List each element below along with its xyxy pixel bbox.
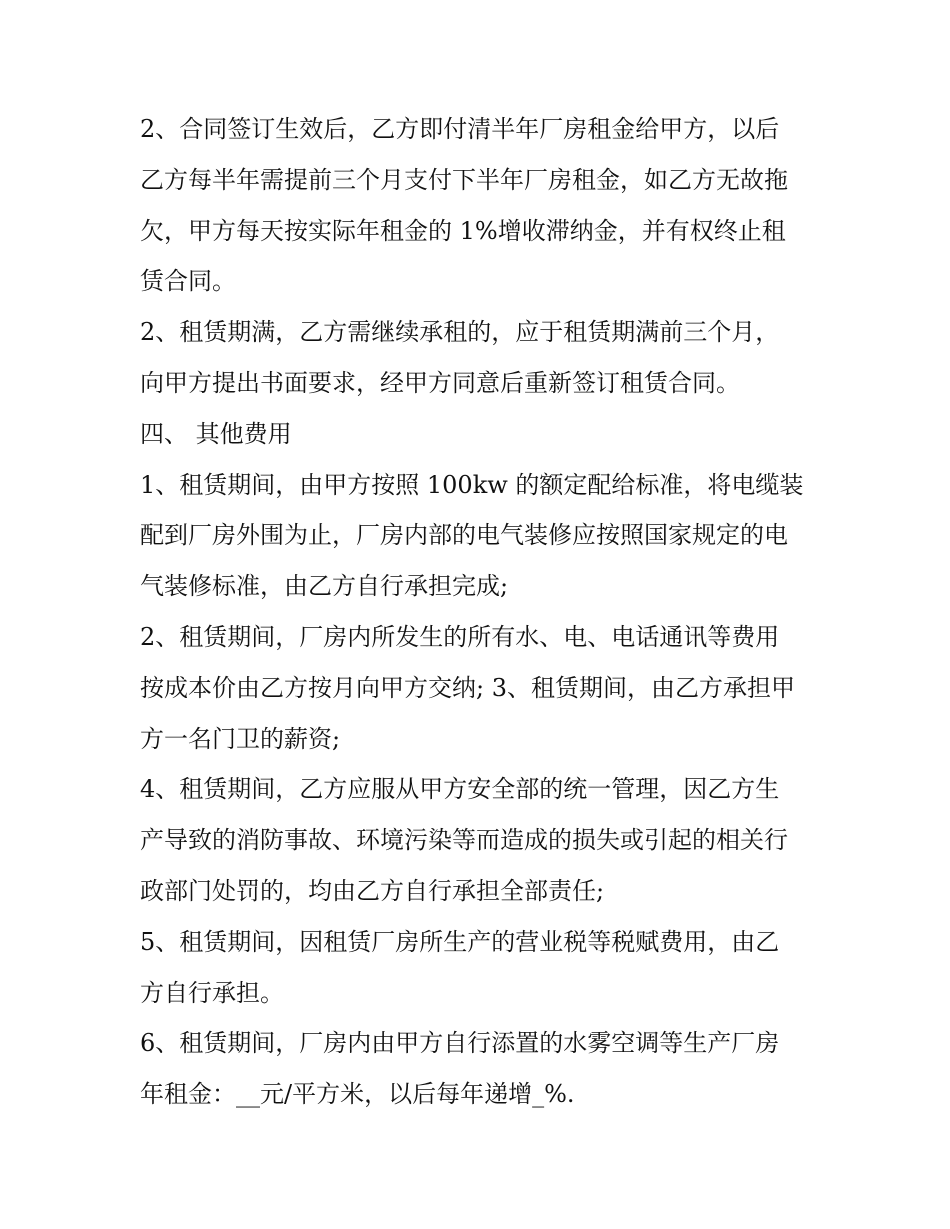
document-body — [140, 104, 820, 1120]
text-line: 赁合同。 — [140, 267, 236, 296]
text-line: 4、租赁期间，乙方应服从甲方安全部的统一管理，因乙方生 — [140, 775, 780, 804]
text-line: 方自行承担。 — [140, 978, 284, 1007]
text-line: 政部门处罚的，均由乙方自行承担全部责任; — [140, 876, 605, 905]
text-line: 产导致的消防事故、环境污染等而造成的损失或引起的相关行 — [140, 826, 788, 855]
text-line: 向甲方提出书面要求，经甲方同意后重新签订租赁合同。 — [140, 368, 740, 397]
text-line: 方一名门卫的薪资; — [140, 724, 341, 753]
text-line: 按成本价由乙方按月向甲方交纳; 3、租赁期间，由乙方承担甲 — [140, 673, 795, 702]
text-line: 2、租赁期满，乙方需继续承租的，应于租赁期满前三个月， — [140, 318, 780, 347]
section-heading: 四、 其他费用 — [140, 419, 292, 448]
text-line: 气装修标准，由乙方自行承担完成; — [140, 572, 509, 601]
text-line: 年租金：__元/平方米，以后每年递增_%. — [140, 1080, 575, 1109]
text-line: 配到厂房外围为止，厂房内部的电气装修应按照国家规定的电 — [140, 521, 788, 550]
text-line: 欠，甲方每天按实际年租金的 1%增收滞纳金，并有权终止租 — [140, 216, 786, 245]
text-line: 5、租赁期间，因租赁厂房所生产的营业税等税赋费用，由乙 — [140, 927, 780, 956]
text-line: 1、租赁期间，由甲方按照 100kw 的额定配给标准，将电缆装 — [140, 470, 804, 499]
text-line: 乙方每半年需提前三个月支付下半年厂房租金，如乙方无故拖 — [140, 165, 788, 194]
text-line: 6、租赁期间，厂房内由甲方自行添置的水雾空调等生产厂房 — [140, 1029, 780, 1058]
text-line: 2、合同签订生效后，乙方即付清半年厂房租金给甲方，以后 — [140, 115, 780, 143]
text-line: 2、租赁期间，厂房内所发生的所有水、电、电话通讯等费用 — [140, 622, 780, 651]
